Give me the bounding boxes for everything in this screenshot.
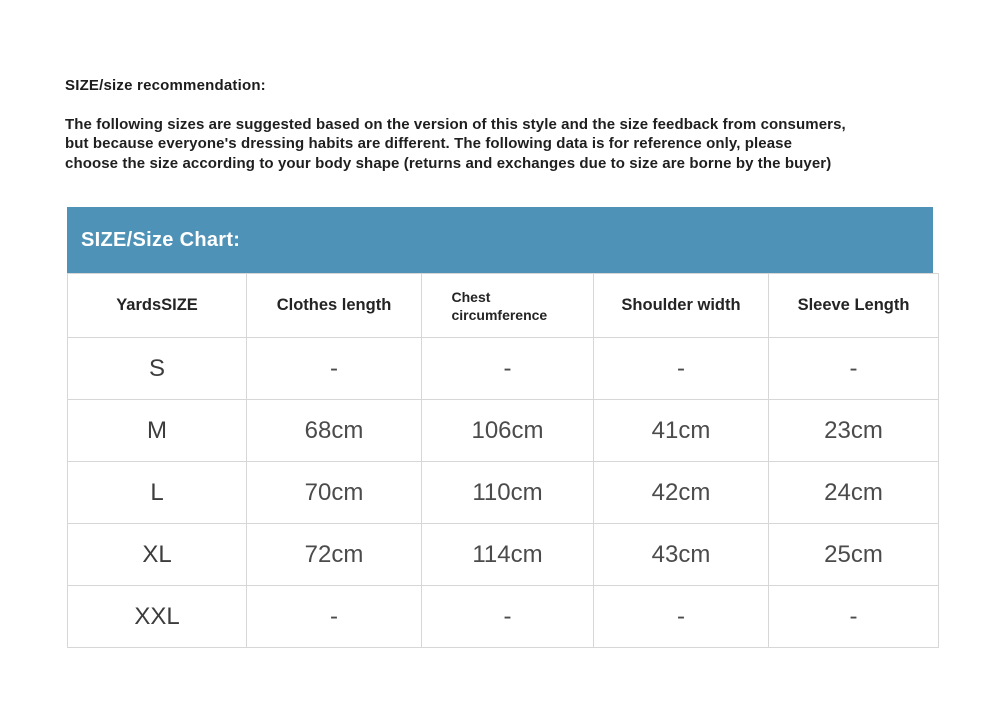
value-cell: 72cm: [247, 524, 422, 586]
table-row-s: [68, 338, 939, 400]
table-header-row: [68, 274, 939, 338]
size-cell: XL: [68, 524, 247, 586]
table-row-m: [68, 400, 939, 462]
column-header-sleeve-length: Sleeve Length: [769, 274, 939, 338]
value-cell: 110cm: [422, 462, 594, 524]
table-row-xxl: [68, 586, 939, 648]
value-cell: -: [769, 338, 939, 400]
size-cell: L: [68, 462, 247, 524]
size-cell: S: [68, 338, 247, 400]
value-cell: -: [247, 338, 422, 400]
value-cell: 42cm: [594, 462, 769, 524]
intro-line: The following sizes are suggested based on the version of this style and the size feedback from consumers,: [65, 116, 846, 133]
value-cell: -: [247, 586, 422, 648]
value-cell: -: [422, 586, 594, 648]
intro-paragraph: [65, 115, 965, 173]
column-header-chest-circumference-label: Chest circumference: [451, 288, 548, 323]
intro-line: choose the size according to your body shape (returns and exchanges due to size are borne by the buyer): [65, 154, 832, 172]
size-cell: XXL: [68, 586, 247, 648]
value-cell: 106cm: [422, 400, 594, 462]
size-cell: M: [68, 400, 247, 462]
column-header-shoulder-width: Shoulder width: [594, 274, 769, 338]
table-row-xl: [68, 524, 939, 586]
value-cell: 41cm: [594, 400, 769, 462]
value-cell: -: [422, 338, 594, 400]
column-header-yards-size: YardsSIZE: [68, 274, 247, 338]
size-chart-table: [67, 273, 939, 648]
table-row-l: [68, 462, 939, 524]
value-cell: 25cm: [769, 524, 939, 586]
size-chart-header-label: SIZE/Size Chart:: [81, 228, 241, 251]
value-cell: -: [594, 338, 769, 400]
intro-line: but because everyone's dressing habits are different. The following data is for reference only, please: [65, 135, 793, 153]
page-title: SIZE/size recommendation:: [65, 77, 266, 94]
value-cell: 23cm: [769, 400, 939, 462]
size-chart-header: [67, 207, 933, 273]
value-cell: 24cm: [769, 462, 939, 524]
value-cell: -: [594, 586, 769, 648]
column-header-clothes-length: Clothes length: [247, 274, 422, 338]
value-cell: -: [769, 586, 939, 648]
column-header-chest-circumference: [422, 274, 594, 338]
value-cell: 43cm: [594, 524, 769, 586]
value-cell: 114cm: [422, 524, 594, 586]
value-cell: 70cm: [247, 462, 422, 524]
value-cell: 68cm: [247, 400, 422, 462]
